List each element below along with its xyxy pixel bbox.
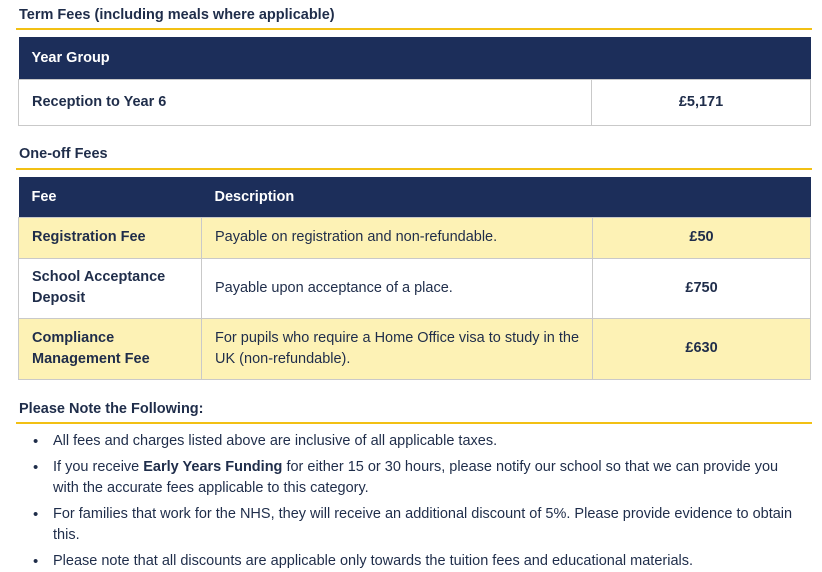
fee-name-cell: Registration Fee: [19, 217, 202, 258]
term-fees-heading: Term Fees (including meals where applicable): [19, 7, 335, 23]
description-column-header: Description: [202, 177, 811, 217]
list-item: [33, 457, 793, 499]
one-off-fees-table: [18, 177, 811, 380]
table-row: [19, 79, 811, 125]
year-group-header: Year Group: [19, 37, 811, 79]
note-text: for either 15 or 30 hours, please notify our school so that we can provide you with the accurate fees applicable to this category.: [53, 459, 779, 496]
fee-name-cell: School Acceptance Deposit: [19, 258, 202, 318]
notes-rule: [16, 422, 812, 424]
fee-description-cell: For pupils who require a Home Office visa to study in the UK (non-refundable).: [202, 318, 593, 379]
list-item: • For families that work for the NHS, they will receive an additional discount of 5%. Please provide evidence to obtain this.: [33, 504, 793, 546]
fee-column-header: Fee: [19, 177, 202, 217]
table-row: [19, 318, 811, 379]
early-years-funding-text: Early Years Funding: [143, 459, 283, 475]
list-item: • All fees and charges listed above are inclusive of all applicable taxes.: [33, 431, 793, 452]
table-row: [19, 217, 811, 258]
one-off-fees-heading: One-off Fees: [19, 146, 108, 162]
one-off-fees-rule: [16, 168, 812, 170]
fee-amount-cell: £50: [593, 217, 811, 258]
notes-heading: Please Note the Following:: [19, 401, 204, 417]
fee-amount-cell: £630: [593, 318, 811, 379]
fee-name-cell: Compliance Management Fee: [19, 318, 202, 379]
fee-amount-cell: £750: [593, 258, 811, 318]
year-group-cell: Reception to Year 6: [19, 79, 592, 125]
table-row: [19, 258, 811, 318]
term-fees-rule: [16, 28, 812, 30]
fee-description-cell: Payable upon acceptance of a place.: [202, 258, 593, 318]
note-text: If you receive: [53, 459, 144, 475]
one-off-fees-header-row: [19, 177, 811, 217]
term-fee-cell: £5,171: [592, 79, 811, 125]
notes-list: [33, 431, 793, 572]
term-fees-header-row: [19, 37, 811, 79]
list-item: • Please note that all discounts are applicable only towards the tuition fees and educational materials.: [33, 551, 793, 572]
term-fees-table: [18, 37, 811, 126]
fee-description-cell: Payable on registration and non-refundable.: [202, 217, 593, 258]
